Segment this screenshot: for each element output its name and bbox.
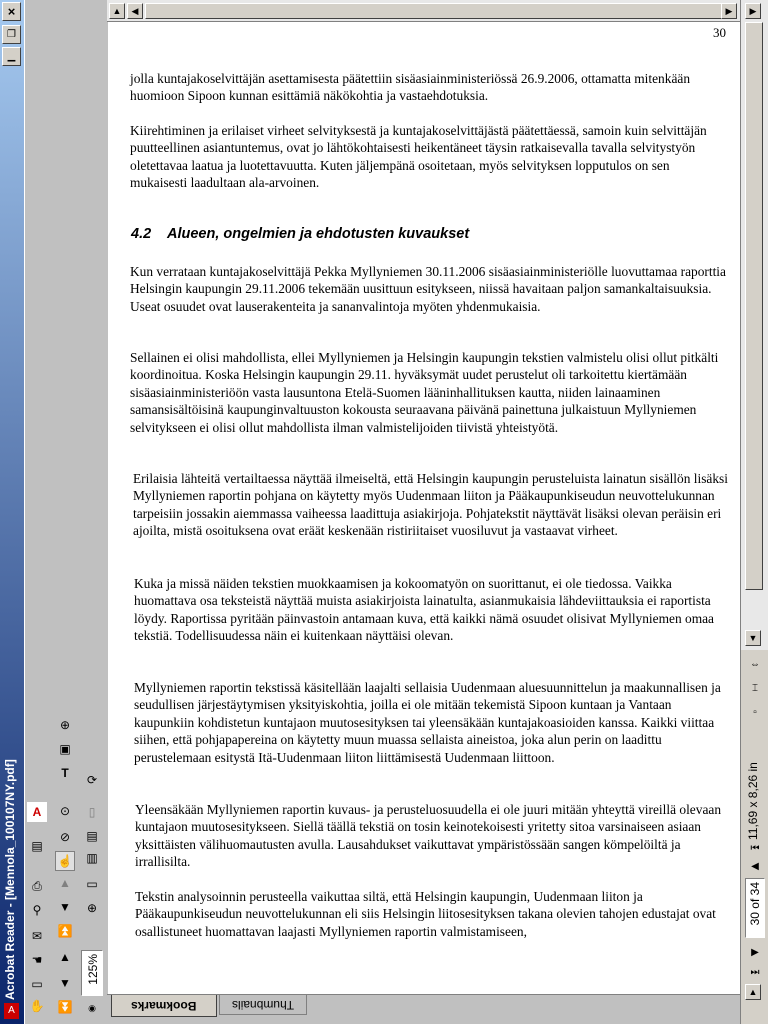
pan-icon[interactable]: ✋ (29, 999, 45, 1013)
tab-bookmarks-label: Bookmarks (131, 998, 197, 1013)
page-number: 30 (713, 25, 726, 40)
vertical-scrollbar[interactable] (740, 0, 768, 650)
acrobat-logo-icon: A (4, 1003, 19, 1019)
scroll-top-button[interactable]: ▶ (745, 3, 761, 19)
horizontal-scroll-thumb[interactable] (145, 3, 723, 19)
text-select-icon[interactable]: T (61, 766, 69, 780)
close-button[interactable]: × (2, 2, 21, 21)
next-page-icon[interactable]: ▼ (59, 900, 71, 914)
document-page (108, 22, 740, 994)
paragraph-4: Sellainen ei olisi mahdollista, ellei Myllyniemen ja Helsingin kaupungin tekstien valmistelu olisi ollut pitkälti koordinoitua. Koska Helsingin kaupungin 29.11. hyväksymät uudet perustelut oli tarkoitettu kiertämään sisäasiainministeriöön vasta lausuntona Etelä-Suomen lääninhallituksen kautta, niiden lainaaminen samansisältöisinä kaupunginvaltuuston kokousta seuraavana päivänä painettuna julkaistuun Myllyniemen selvitykseen ei olisi ollut mahdollista ilman valmistelijoiden tiivistä yhteistyötä. (130, 350, 719, 435)
prev-page-status-icon[interactable]: ◀ (751, 860, 759, 872)
scroll-bottom-button[interactable]: ▲ (745, 984, 761, 1000)
zoom-menu-icon[interactable]: ⊕ (86, 901, 98, 915)
title-bar (0, 0, 24, 1024)
snapshot-icon[interactable]: ▣ (59, 742, 71, 756)
zoom-field[interactable] (81, 950, 103, 996)
paragraph-1: jolla kuntajakoselvittäjän asettamisesta päätettiin sisäasiainministeriössä 26.9.2006, ottamatta mitenkään huomioon Sipoon kunnan esittämiä näkökohtia ja vastaehdotuksia. (130, 71, 691, 104)
acrobat-icon[interactable]: A (27, 802, 47, 822)
page-layout-icon[interactable]: ▭ (31, 977, 43, 991)
continuous-icon[interactable]: ▤ (86, 829, 98, 843)
scroll-left-button[interactable]: ◀ (127, 3, 143, 19)
scroll-left-start-button[interactable]: ▲ (109, 3, 125, 19)
hand-icon[interactable]: ☚ (31, 953, 43, 967)
paragraph-6: Kuka ja missä näiden tekstien muokkaamisen ja kokoomatyön on suorittanut, ei ole tiedossa. Vaikka huomattava osa teksteistä näyttää muista asiakirjoista lainatulta, asianmukaisia lähdeviittauksia ei raportista löydy. Raportissa pyritään päinvastoin antamaan kuva, että kaikki nämä osuudet olisivat Myllyniemen omaa tekstiä. Todellisuudessa näin ei kuitenkaan näyttäisi olevan. (134, 576, 714, 644)
fit-page-status-icon[interactable]: ▫ (753, 706, 757, 718)
toolbar-column-2 (53, 715, 77, 1020)
status-column (740, 650, 768, 1024)
page-content (130, 70, 730, 970)
find-icon[interactable]: ⚲ (32, 903, 42, 917)
zoom-out-icon[interactable]: ⊘ (59, 830, 71, 844)
section-title: Alueen, ongelmien ja ehdotusten kuvaukset (167, 226, 470, 242)
vertical-scroll-thumb[interactable] (745, 22, 763, 590)
fit-page-icon[interactable]: ▭ (86, 877, 98, 891)
paragraph-9: Tekstin analysoinnin perusteella vaikuttaa siltä, että Helsingin kaupungin, Uudenmaan liiton ja Pääkaupunkiseudun neuvottelukunnan eli siis Helsingin liitosesityksen takana olevien tahojen edustajat ovat osallistuneet huomattavan laajasti Myllyniemen raportin valmistamiseen, (135, 889, 716, 939)
scroll-right-button[interactable]: ▶ (721, 3, 737, 19)
last-page-icon[interactable]: ⏬ (57, 1000, 73, 1014)
paragraph-5: Erilaisia lähteitä vertailtaessa näyttää ilmeiseltä, että Helsingin kaupungin perusteluista lainatun sisällön lisäksi Myllyniemen raportin pohjana on käytetty myös Uudenmaan liiton ja Pääkaupunkiseudun neuvottelukunnan tarpeisiin jossakin aiemmassa vaiheessa laadittuja asiakirjoja. Pohjatekstit näyttävät lisäksi olevan peräisin eri ajoilta, mistä osoituksena ovat eräät keskenään ristiriitaiset vuosiluvut ja vastaavat virheet. (133, 471, 728, 539)
zoom-in-icon[interactable]: ⊙ (59, 804, 71, 818)
page-of-label: 30 of 34 (748, 882, 762, 926)
hand-tool-icon[interactable]: ☝ (55, 851, 75, 871)
facing-icon[interactable]: ▥ (86, 851, 98, 865)
window-title: Acrobat Reader - [Mennola_100107NY.pdf] (3, 759, 17, 1000)
rotate-icon[interactable]: ⟳ (86, 773, 98, 787)
page-of-field[interactable] (745, 878, 765, 938)
actual-size-icon[interactable]: ⌶ (752, 682, 758, 694)
single-page-icon[interactable]: ▯ (88, 805, 96, 819)
print-icon[interactable]: ⎙ (32, 878, 42, 893)
page-size-label: 11,69 x 8,26 in (746, 762, 760, 840)
email-icon[interactable]: ✉ (31, 929, 43, 943)
first-page-status-icon[interactable]: ⏮ (750, 842, 760, 854)
save-icon[interactable]: ▤ (31, 839, 43, 853)
tab-thumbnails[interactable] (219, 995, 307, 1015)
zoom-tool-icon[interactable]: ⊕ (59, 718, 71, 732)
restore-button[interactable]: ❐ (2, 25, 21, 44)
navigation-tabs (107, 994, 740, 1024)
down-arrow-icon[interactable]: ▼ (59, 976, 71, 990)
minimize-button[interactable]: ▁ (2, 47, 21, 66)
zoom-dropdown-icon[interactable]: ◉ (88, 1002, 96, 1013)
first-page-icon[interactable]: ⏫ (57, 924, 73, 938)
last-page-status-icon[interactable]: ⏭ (750, 966, 760, 978)
paragraph-7: Myllyniemen raportin tekstissä käsitellään laajalti sellaisia Uudenmaan aluesuunnittelun ja maakunnallisen ja seudullisen järjestäytymisen yksityiskohtia, joilla ei ole mitään tekemistä Sipoon kuntaan ja Vantaan kaupunkiin kohdistetun kuntajaon muutosesityksen tai yleensäkään kuntajakoasioiden kanssa. Kaikki viittaa siihen, että pohjapapereina on käytetty muun muassa sellaista aineistoa, joka alun perin on laadittu perustelemaan esitystä Itä-Uudenmaan liiton liittämisestä Uudenmaan liittoon. (134, 680, 721, 765)
paragraph-2: Kiirehtiminen ja erilaiset virheet selvityksestä ja kuntajakoselvittäjästä päätettäessä, samoin kuin selvittäjän puutteellinen asiantuntemus, ovat jo lähtökohtaisesti heikentäneet täysin ratkaisevalla tavalla selvitystyön oletettavaa laatua ja luotettavuutta. Kuten jäljempänä osoitetaan, myös selvityksen lopputulos on sen mukaisesti laadultaan ala-arvoinen. (130, 123, 707, 191)
previous-page-icon[interactable]: ▲ (59, 876, 71, 890)
paragraph-8: Yleensäkään Myllyniemen raportin kuvaus- ja perusteluosuudella ei ole juuri mitään yhteyttä vireillä olevaan kuntajaon muutosesitykseen. Siellä täällä tekstiä on tosin keinotekoisesti yritetty sitoa varsinaiseen asiaan yksittäisten välihuomautusten avulla. Lausahdukset vaikuttavat ympäristössään sangen kömpelöiltä ja irrallisilta. (135, 802, 722, 870)
up-arrow-icon[interactable]: ▲ (59, 950, 71, 964)
scroll-down-button[interactable]: ▼ (745, 630, 761, 646)
zoom-level: 125% (86, 954, 100, 985)
fit-width-icon[interactable]: ⇔ (750, 658, 760, 670)
paragraph-3: Kun verrataan kuntajakoselvittäjä Pekka Myllyniemen 30.11.2006 sisäasiainministeriölle luovuttamaa raporttia Helsingin kaupungin 29.11.2006 tekemään uusittuun esitykseen, niissä havaitaan paljon samankaltaisuuksia. Useat osuudet ovat lauserakenteita ja sananvalintoja myöten yhdenmukaisia. (130, 264, 726, 314)
toolbar-column-3 (80, 760, 104, 1022)
toolbar-column-1 (27, 800, 49, 1020)
section-number: 4.2 (131, 226, 152, 242)
section-heading (131, 226, 469, 243)
tab-thumbnails-label: Thumbnails (231, 997, 295, 1012)
next-page-status-icon[interactable]: ▶ (751, 946, 759, 958)
tab-bookmarks[interactable] (111, 995, 217, 1017)
horizontal-scrollbar[interactable] (107, 0, 740, 22)
